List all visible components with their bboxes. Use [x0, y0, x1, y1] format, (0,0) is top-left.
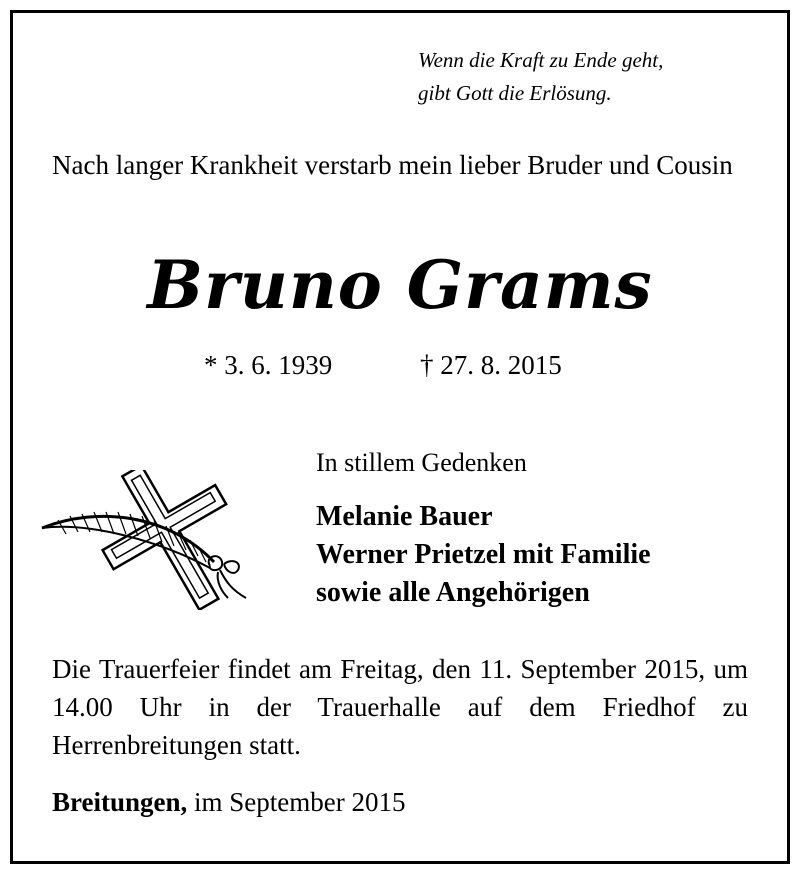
funeral-service-info: Die Trauerfeier findet am Freitag, den 11. September 2015, um 14.00 Uhr in der Trauerhalle auf dem Friedhof zu Herrenbreitungen statt. — [52, 654, 748, 760]
mourner: Werner Prietzel mit Familie — [316, 539, 651, 570]
place: Breitungen, — [52, 787, 188, 817]
mourners-list — [316, 498, 651, 612]
quote-line-2: gibt Gott die Erlösung. — [418, 81, 612, 105]
deceased-name — [0, 246, 800, 325]
death-date: † 27. 8. 2015 — [420, 350, 562, 380]
birth-date: * 3. 6. 1939 — [204, 350, 333, 380]
bible-quote — [418, 44, 758, 110]
intro-text: Nach langer Krankheit verstarb mein lieber Bruder und Cousin — [52, 150, 733, 180]
place-and-date — [52, 784, 405, 820]
date: im September 2015 — [187, 787, 406, 817]
memorial-phrase: In stillem Gedenken — [316, 448, 527, 477]
quote-line-1: Wenn die Kraft zu Ende geht, — [418, 48, 664, 72]
deceased-name-text: Bruno Grams — [147, 246, 653, 324]
mourner: Melanie Bauer — [316, 501, 493, 532]
cross-with-palm-frond-icon — [38, 470, 270, 610]
mourner: sowie alle Angehörigen — [316, 577, 590, 608]
